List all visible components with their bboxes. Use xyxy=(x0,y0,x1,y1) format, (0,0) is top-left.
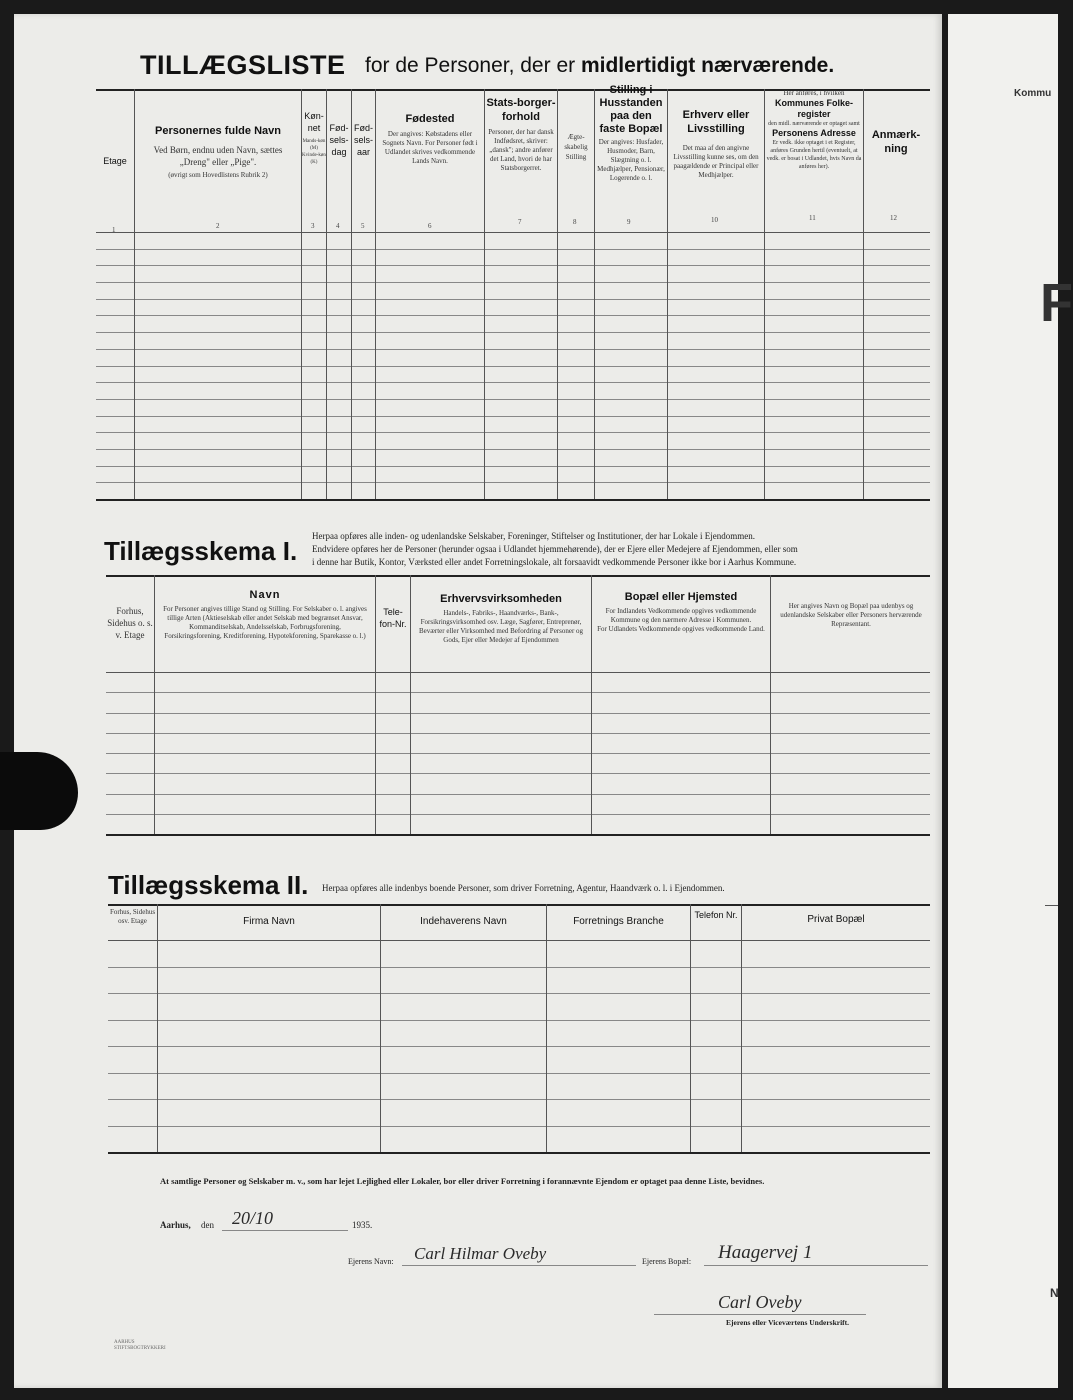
table-row-line xyxy=(96,482,930,483)
table-row-line xyxy=(106,773,930,774)
col-foedselsaar-header: Fød-sels-aar xyxy=(353,123,373,157)
date-line xyxy=(222,1230,348,1231)
colnum: 3 xyxy=(311,222,315,230)
next-page-bottom-letter: N xyxy=(1050,1286,1059,1300)
colnum: 1 xyxy=(112,226,116,234)
skema2-col-firma: Firma Navn xyxy=(243,916,295,927)
tillaegsliste-subtitle: for de Personer, der er midlertidigt nærværende. xyxy=(365,54,835,77)
table-row-line xyxy=(106,794,930,795)
skema2-col-telefon: Telefon Nr. xyxy=(694,910,738,920)
table2-bottom-rule xyxy=(106,834,930,836)
table-row-line xyxy=(96,449,930,450)
table2-divider xyxy=(410,575,411,834)
table3-divider xyxy=(690,904,691,1152)
table1-divider xyxy=(667,89,668,499)
table3-header-rule xyxy=(108,940,930,941)
table1-divider xyxy=(764,89,765,499)
signature-line xyxy=(654,1314,866,1315)
table1-divider xyxy=(594,89,595,499)
table-row-line xyxy=(108,1099,930,1100)
owner-address-line xyxy=(704,1265,928,1266)
table-row-line xyxy=(96,315,930,316)
owner-name-handwritten: Carl Hilmar Oveby xyxy=(414,1244,547,1263)
col-stilling-header: Stilling i Husstanden paa den faste Bopæl Der angives: Husfader, Husmoder, Barn, Slægtning o. l. Medhjælper, Pensionær, Logerende o. l. xyxy=(597,84,665,182)
col-etage-header: Etage xyxy=(103,156,127,166)
table-row-line xyxy=(96,299,930,300)
colnum: 2 xyxy=(216,222,220,230)
owner-name-label: Ejerens Navn: xyxy=(348,1257,394,1266)
colnum: 4 xyxy=(336,222,340,230)
table3-divider xyxy=(157,904,158,1152)
table-row-line xyxy=(108,1046,930,1047)
colnum: 11 xyxy=(809,214,816,222)
skema1-col-forhus: Forhus, Sidehus o. s. v. Etage xyxy=(107,606,153,640)
table2-divider xyxy=(154,575,155,834)
thumb-shadow xyxy=(0,752,78,830)
table2-header-rule xyxy=(106,672,930,673)
table1-bottom-rule xyxy=(96,499,930,501)
skema1-col-navn: Navn For Personer angives tillige Stand og Stilling. For Selskaber o. l. angives tillige Arten (Aktieselskab eller andet Selskab med begrænset Ansvar, Kommanditselskab, Andelsselskab, Forbrugsforening, Forsikringsforening, Kreditforening, Hypotekforening, Sparekasse o. l.) xyxy=(163,589,367,640)
skema2-text: Herpaa opføres alle indenbys boende Personer, som driver Forretning, Agentur, Haandværk o. l. i Ejendommen. xyxy=(322,883,725,893)
colnum: 5 xyxy=(361,222,365,230)
signature-label: Ejerens eller Viceværtens Underskrift. xyxy=(726,1318,850,1327)
skema2-title: Tillægsskema II. xyxy=(108,870,309,900)
skema2-col-branche: Forretnings Branche xyxy=(573,916,664,927)
col-aegteskab-header: Ægte-skabelig Stilling xyxy=(564,133,588,161)
table-row-line xyxy=(106,814,930,815)
next-page-label: Kommu xyxy=(1014,88,1052,99)
table-row-line xyxy=(96,265,930,266)
col-erhverv-header: Erhverv eller Livsstilling Det maa af den angivne Livsstilling kunne ses, om den paagældende er Principal eller Medhjælper. xyxy=(673,109,759,179)
colnum: 7 xyxy=(518,218,522,226)
owner-name-line xyxy=(402,1265,636,1266)
table3-divider xyxy=(741,904,742,1152)
table2-divider xyxy=(770,575,771,834)
date-handwritten: 20/10 xyxy=(232,1208,274,1228)
table1-divider xyxy=(134,89,135,499)
year-label: 1935. xyxy=(352,1220,373,1230)
colnum: 6 xyxy=(428,222,432,230)
table-row-line xyxy=(96,466,930,467)
skema2-col-indehaver: Indehaverens Navn xyxy=(420,916,507,927)
table-row-line xyxy=(96,416,930,417)
table-row-line xyxy=(106,713,930,714)
table3-divider xyxy=(380,904,381,1152)
table-row-line xyxy=(106,733,930,734)
col-anmaerkning-header: Anmærk-ning xyxy=(871,129,921,155)
colnum: 12 xyxy=(890,214,897,222)
table-row-line xyxy=(108,1020,930,1021)
col-kommune-header: Her anføres, i hvilken Kommunes Folke-register den midl. nærværende er optaget samt Personens Adresse Er vedk. ikke optaget i et Register, anføres Grunden hertil (eventuelt, at vedk. er bosat i Udlandet, hvis Navn da anføres her). xyxy=(766,89,862,170)
table-row-line xyxy=(106,753,930,754)
skema1-col-bopael: Bopæl eller Hjemsted For Indlandets Vedkommende opgives vedkommende Kommune og den nærmere Adresse i Kommunen. For Udlandets Vedkommende opgives vedkommende Land. xyxy=(597,591,765,633)
table-row-line xyxy=(96,282,930,283)
col-foedselsdag-header: Fød-sels-dag xyxy=(329,123,349,157)
col-navn-header: Personernes fulde Navn Ved Børn, endnu uden Navn, sættes „Dreng" eller „Pige". (øvrigt som Hovedlistens Rubrik 2) xyxy=(153,125,283,179)
table2-top-rule xyxy=(106,575,930,577)
table1-header-rule xyxy=(96,232,930,233)
skema1-col-erhverv: Erhvervsvirksomheden Handels-, Fabriks-, Haandværks-, Bank-, Forsikringsvirksomhed osv. Læge, Sagfører, Entreprenør, Beværter eller Virksomhed med Befordring af Personer og Gods, Ejer eller Medejer af Ejendommen xyxy=(418,593,584,644)
colnum: 10 xyxy=(711,216,718,224)
den-label: den xyxy=(201,1220,214,1230)
skema1-title: Tillægsskema I. xyxy=(104,536,298,566)
skema1-text-3: i denne har Butik, Kontor, Værksted eller andet Forretningslokale, alt forsaavidt vedkommende Personer ikke bor i Aarhus Kommune. xyxy=(312,557,797,567)
table3-bottom-rule xyxy=(108,1152,930,1154)
table-row-line xyxy=(108,993,930,994)
skema1-text-2: Endvidere opføres her de Personer (herunder ogsaa i Udlandet hjemmehørende), der er Ejere eller Medejere af Ejendommen, eller som xyxy=(312,544,798,554)
skema1-col-repr: Her angives Navn og Bopæl paa udenbys og udenlandske Selskaber eller Personers herværende Repræsentant. xyxy=(780,602,922,628)
skema2-col-forhus: Forhus, Sidehus osv. Etage xyxy=(109,908,156,925)
col-koen-header: Køn-net Mands-køn (M) Kvinde-køn (K) xyxy=(302,111,326,165)
skema1-text-1: Herpaa opføres alle inden- og udenlandske Selskaber, Foreninger, Stiftelser og Institutioner, der har Lokale i Ejendommen. xyxy=(312,531,756,541)
col-foedested-header: Fødested Der angives: Købstadens eller Sognets Navn. For Personer født i Udlandet skrives vedkommende Lands Navn. xyxy=(382,113,478,165)
place-label: Aarhus, xyxy=(160,1220,191,1230)
owner-address-label: Ejerens Bopæl: xyxy=(642,1257,692,1266)
colnum: 8 xyxy=(573,218,577,226)
table-row-line xyxy=(96,249,930,250)
skema2-col-bopael: Privat Bopæl xyxy=(807,914,865,925)
table-row-line xyxy=(108,967,930,968)
table3-top-rule xyxy=(108,904,930,906)
table3-divider xyxy=(546,904,547,1152)
next-page-line xyxy=(1045,905,1058,906)
table2-divider xyxy=(591,575,592,834)
table1-divider xyxy=(484,89,485,499)
table-row-line xyxy=(96,349,930,350)
table-row-line xyxy=(96,432,930,433)
tillaegsliste-title: TILLÆGSLISTE xyxy=(140,50,346,80)
table-row-line xyxy=(108,1126,930,1127)
table-row-line xyxy=(96,366,930,367)
table-row-line xyxy=(96,332,930,333)
table-row-line xyxy=(96,399,930,400)
table1-divider xyxy=(375,89,376,499)
owner-address-handwritten: Haagervej 1 xyxy=(718,1242,813,1263)
declaration-text: At samtlige Personer og Selskaber m. v., som har lejet Lejlighed eller Lokaler, bor eller driver Forretning i forannævnte Ejendom er optaget paa denne Liste, bevidnes. xyxy=(160,1176,765,1186)
next-page-letter: F xyxy=(1040,273,1073,333)
printer-mark: AARHUS STIFTSBOGTRYKKERI xyxy=(114,1340,166,1351)
table-row-line xyxy=(96,382,930,383)
colnum: 9 xyxy=(627,218,631,226)
col-stats-header: Stats-borger-forhold Personer, der har dansk Indfødsret, skriver: „dansk"; andre anfører det Land, hvori de har Statsborgerret. xyxy=(486,97,556,172)
table-row-line xyxy=(108,1073,930,1074)
skema1-col-telefon: Tele-fon-Nr. xyxy=(379,607,407,629)
table-row-line xyxy=(106,692,930,693)
signature-handwritten: Carl Oveby xyxy=(718,1292,802,1312)
next-page xyxy=(948,14,1058,1388)
